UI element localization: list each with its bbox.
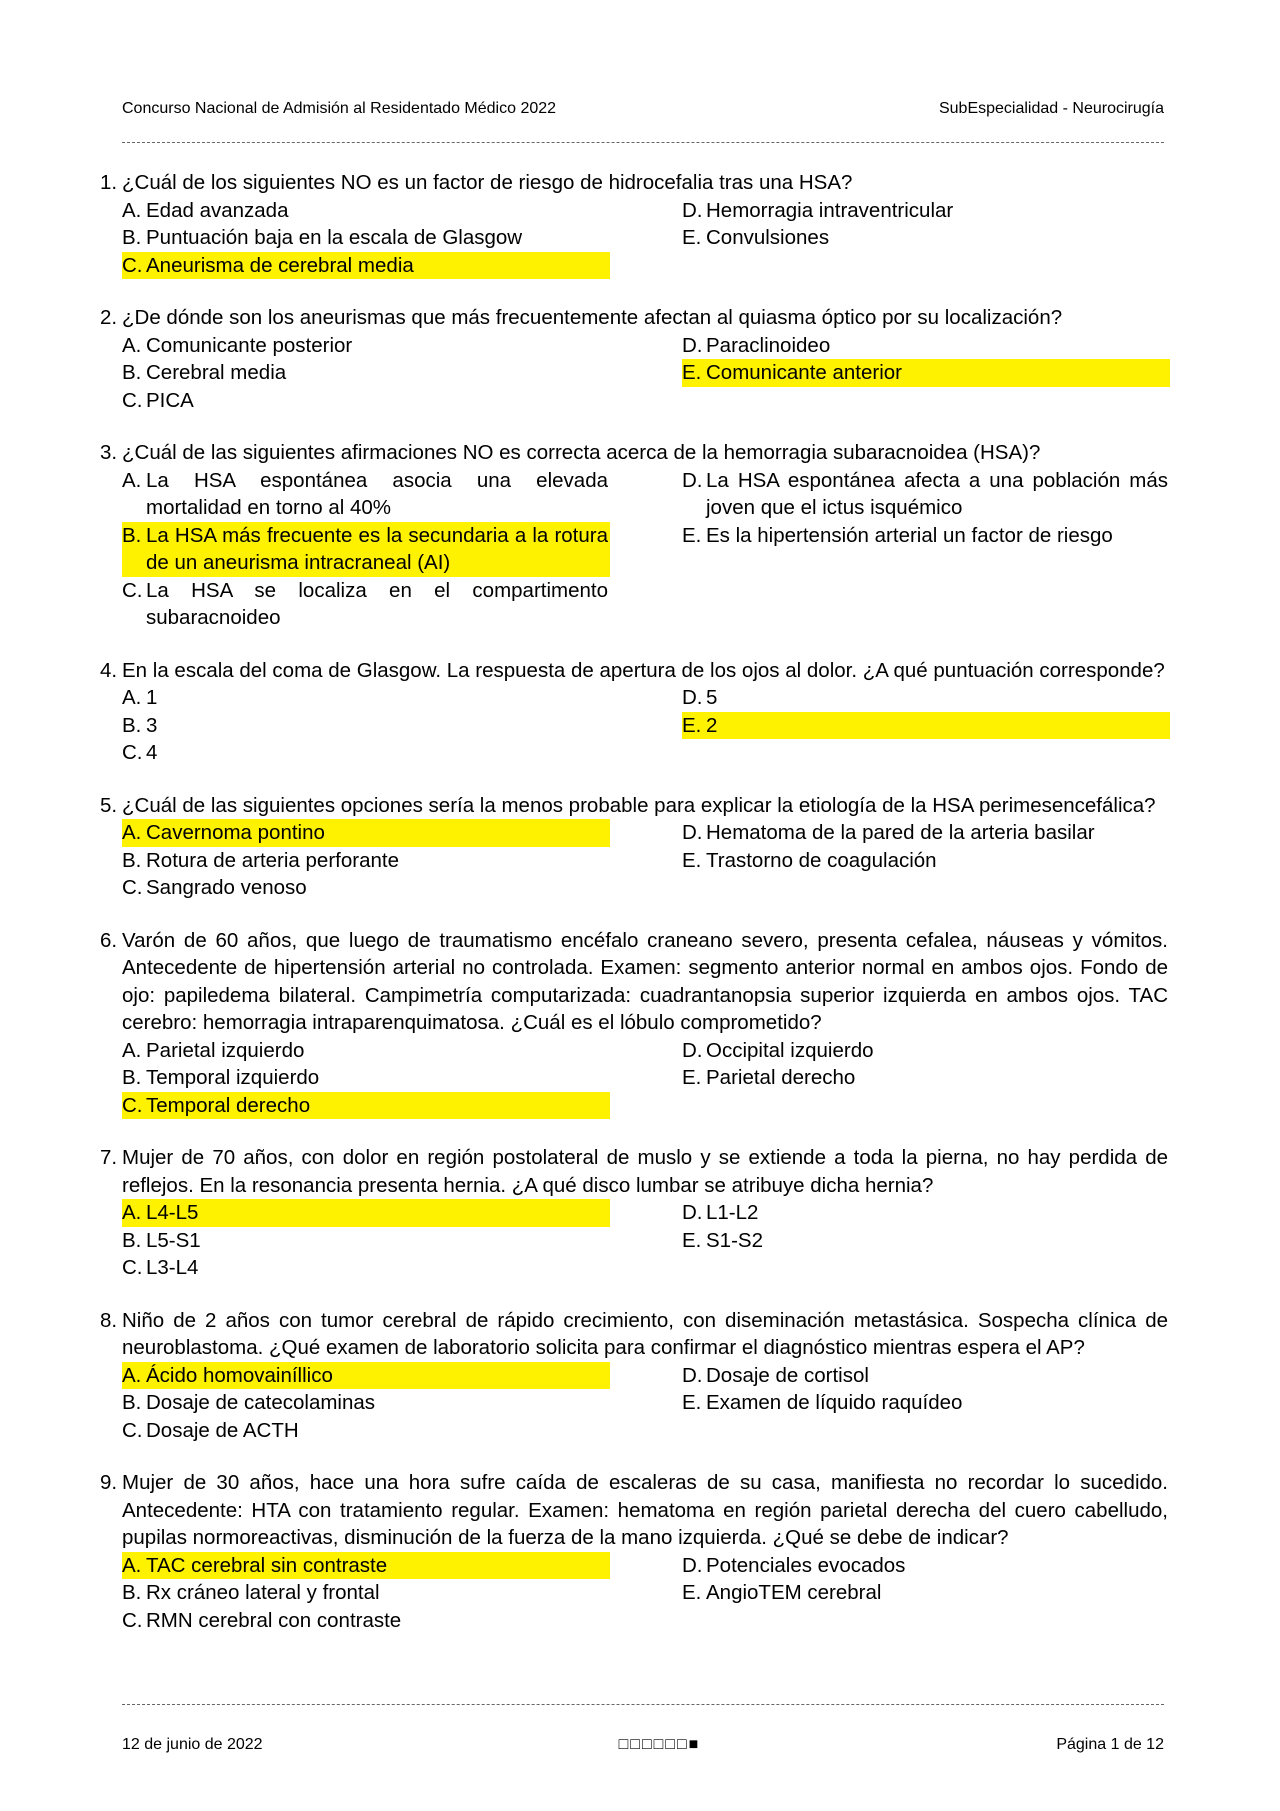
question-stem <box>100 169 1168 197</box>
option-a <box>122 467 610 522</box>
options-grid <box>122 1037 1168 1120</box>
option-e <box>682 847 1170 875</box>
question-5 <box>100 792 1168 902</box>
option-label: E. <box>682 1228 702 1252</box>
empty-cell <box>682 252 1170 280</box>
question-text: Mujer de 30 años, hace una hora sufre caída de escaleras de su casa, manifiesta no recordar lo sucedido. Antecedente: HTA con tratamiento regular. Examen: hematoma en región parietal derecha del cuero cabelludo, pupilas normoreactivas, disminución de la fuerza de la mano izquierda. ¿Qué se debe de indicar? <box>122 1471 1168 1549</box>
options-grid <box>122 684 1168 767</box>
option-e-correct <box>682 712 1170 740</box>
option-b <box>122 847 610 875</box>
option-text: Examen de líquido raquídeo <box>706 1391 963 1414</box>
options-grid <box>122 1362 1168 1445</box>
option-label: E. <box>682 713 702 737</box>
option-e <box>682 1064 1170 1092</box>
question-stem <box>100 304 1168 332</box>
option-label: C. <box>122 741 143 764</box>
page-footer <box>122 1736 1164 1754</box>
question-number: 9. <box>100 1471 118 1494</box>
option-text: Convulsiones <box>706 226 830 249</box>
question-stem <box>100 1307 1168 1362</box>
question-stem <box>100 792 1168 820</box>
option-text: L3-L4 <box>146 1256 199 1279</box>
option-b <box>122 359 610 387</box>
option-label: E. <box>682 226 702 249</box>
option-text: TAC cerebral sin contraste <box>146 1553 388 1577</box>
option-label: D. <box>682 333 703 357</box>
option-text: Hematoma de la pared de la arteria basilar <box>706 821 1095 844</box>
option-text: RMN cerebral con contraste <box>146 1608 402 1632</box>
option-text: Cavernoma pontino <box>146 821 325 844</box>
option-b-correct <box>122 522 610 577</box>
question-number: 1. <box>100 171 118 194</box>
option-text: L1-L2 <box>706 1201 759 1224</box>
option-text: 1 <box>146 686 158 709</box>
option-text: Potenciales evocados <box>706 1553 906 1577</box>
option-e <box>682 224 1170 252</box>
option-label: D. <box>682 1038 703 1062</box>
option-text: 3 <box>146 713 158 737</box>
option-d <box>682 1552 1170 1580</box>
option-a <box>122 684 610 712</box>
option-c <box>122 1417 610 1445</box>
options-grid <box>122 332 1168 415</box>
option-label: D. <box>682 198 703 222</box>
option-text: 2 <box>706 713 718 737</box>
option-text: Comunicante anterior <box>706 361 902 384</box>
question-stem <box>100 927 1168 1037</box>
question-number: 5. <box>100 793 118 817</box>
option-text: Es la hipertensión arterial un factor de riesgo <box>706 523 1113 547</box>
question-text: Niño de 2 años con tumor cerebral de rápido crecimiento, con diseminación metastásica. Sospecha clínica de neuroblastoma. ¿Qué examen de laboratorio solicita para confirmar el diagnóstico mientras espera el AP? <box>122 1308 1168 1359</box>
option-label: A. <box>122 1038 142 1062</box>
option-text: Puntuación baja en la escala de Glasgow <box>146 226 523 249</box>
option-a <box>122 197 610 225</box>
question-text: Varón de 60 años, que luego de traumatismo encéfalo craneano severo, presenta cefalea, náuseas y vómitos. Antecedente de hipertensión arterial no controlada. Examen: segmento anterior normal en ambos ojos. Fondo de ojo: papiledema bilateral. Campimetría computarizada: cuadrantanopsia superior izquierda en ambos ojos. TAC cerebro: hemorragia intraparenquimatosa. ¿Cuál es el lóbulo comprometido? <box>122 928 1168 1034</box>
option-label: B. <box>122 361 142 384</box>
question-stem <box>100 439 1168 467</box>
option-label: E. <box>682 361 702 384</box>
options-grid <box>122 197 1168 280</box>
option-text: 5 <box>706 686 718 709</box>
option-text: Trastorno de coagulación <box>706 848 937 872</box>
option-label: B. <box>122 1581 142 1604</box>
option-label: A. <box>122 198 142 222</box>
question-text: ¿Cuál de los siguientes NO es un factor de riesgo de hidrocefalia tras una HSA? <box>122 171 853 194</box>
option-b <box>122 1064 610 1092</box>
option-label: A. <box>122 333 142 357</box>
option-c-correct <box>122 252 610 280</box>
option-text: L4-L5 <box>146 1201 199 1224</box>
option-text: Dosaje de cortisol <box>706 1363 869 1387</box>
options-grid <box>122 1552 1168 1635</box>
option-text: Dosaje de ACTH <box>146 1418 299 1442</box>
exam-title: Concurso Nacional de Admisión al Residentado Médico 2022 <box>122 100 557 117</box>
option-c <box>122 1254 610 1282</box>
option-e-correct <box>682 359 1170 387</box>
option-text: Aneurisma de cerebral media <box>146 253 414 277</box>
option-text: Temporal derecho <box>146 1093 311 1117</box>
question-number: 7. <box>100 1146 118 1169</box>
option-d <box>682 197 1170 225</box>
option-label: E. <box>682 1066 702 1089</box>
option-a-correct <box>122 1199 610 1227</box>
option-b <box>122 224 610 252</box>
page-number: Página 1 de 12 <box>1056 1736 1164 1753</box>
question-stem <box>100 657 1168 685</box>
option-d <box>682 467 1170 522</box>
option-text: Rotura de arteria perforante <box>146 848 399 872</box>
empty-cell <box>682 1607 1170 1635</box>
option-label: E. <box>682 523 702 547</box>
option-label: D. <box>682 821 703 844</box>
option-e <box>682 522 1170 577</box>
exam-code: □□□□□□■ <box>618 1736 701 1753</box>
option-text: PICA <box>146 388 194 412</box>
exam-date: 12 de junio de 2022 <box>122 1736 263 1753</box>
option-label: A. <box>122 1553 142 1577</box>
option-text: La HSA se localiza en el compartimento subaracnoideo <box>146 578 608 629</box>
option-a-correct <box>122 1362 610 1390</box>
option-label: C. <box>122 388 143 412</box>
footer-divider <box>122 1704 1164 1705</box>
page-header <box>122 100 1164 118</box>
option-label: B. <box>122 523 142 547</box>
option-text: S1-S2 <box>706 1228 763 1252</box>
option-d <box>682 1362 1170 1390</box>
question-stem <box>100 1469 1168 1552</box>
option-b <box>122 1579 610 1607</box>
option-label: E. <box>682 1391 702 1414</box>
option-label: D. <box>682 686 703 709</box>
question-number: 2. <box>100 306 118 329</box>
option-label: C. <box>122 578 143 602</box>
option-label: C. <box>122 253 143 277</box>
question-number: 4. <box>100 658 118 682</box>
option-label: A. <box>122 1201 142 1224</box>
header-divider <box>122 142 1164 143</box>
question-text: ¿Cuál de las siguientes afirmaciones NO es correcta acerca de la hemorragia subaracnoidea (HSA)? <box>122 441 1041 464</box>
option-label: A. <box>122 468 142 492</box>
question-2 <box>100 304 1168 414</box>
option-d <box>682 819 1170 847</box>
option-text: 4 <box>146 741 158 764</box>
option-label: B. <box>122 713 142 737</box>
option-label: D. <box>682 1201 703 1224</box>
question-4 <box>100 657 1168 767</box>
question-number: 3. <box>100 441 118 464</box>
option-label: A. <box>122 821 142 844</box>
option-text: Occipital izquierdo <box>706 1038 874 1062</box>
option-a-correct <box>122 1552 610 1580</box>
option-d <box>682 1037 1170 1065</box>
option-c <box>122 577 610 632</box>
question-number: 8. <box>100 1308 118 1332</box>
option-d <box>682 1199 1170 1227</box>
option-c <box>122 1607 610 1635</box>
question-6 <box>100 927 1168 1120</box>
option-label: B. <box>122 1228 142 1252</box>
option-text: Parietal izquierdo <box>146 1038 305 1062</box>
question-list <box>100 169 1168 1659</box>
option-b <box>122 1227 610 1255</box>
option-b <box>122 712 610 740</box>
empty-cell <box>682 1254 1170 1282</box>
option-label: C. <box>122 1608 143 1632</box>
option-label: B. <box>122 226 142 249</box>
option-label: C. <box>122 1256 143 1279</box>
option-d <box>682 684 1170 712</box>
option-text: Sangrado venoso <box>146 876 307 899</box>
options-grid <box>122 1199 1168 1282</box>
empty-cell <box>682 577 1170 632</box>
options-grid <box>122 467 1168 632</box>
option-label: A. <box>122 686 142 709</box>
option-text: La HSA más frecuente es la secundaria a la rotura de un aneurisma intracraneal (AI) <box>146 523 608 574</box>
option-label: D. <box>682 1553 703 1577</box>
empty-cell <box>682 387 1170 415</box>
option-label: A. <box>122 1363 142 1387</box>
option-text: Hemorragia intraventricular <box>706 198 954 222</box>
option-text: Dosaje de catecolaminas <box>146 1391 376 1414</box>
options-grid <box>122 819 1168 902</box>
option-label: C. <box>122 876 143 899</box>
option-c <box>122 739 610 767</box>
option-label: C. <box>122 1093 143 1117</box>
option-c-correct <box>122 1092 610 1120</box>
option-a <box>122 1037 610 1065</box>
question-stem <box>100 1144 1168 1199</box>
option-text: L5-S1 <box>146 1228 201 1252</box>
option-text: Edad avanzada <box>146 198 289 222</box>
option-label: E. <box>682 848 702 872</box>
option-label: D. <box>682 1363 703 1387</box>
option-text: AngioTEM cerebral <box>706 1581 882 1604</box>
option-label: B. <box>122 848 142 872</box>
question-1 <box>100 169 1168 279</box>
option-label: B. <box>122 1391 142 1414</box>
option-text: La HSA espontánea afecta a una población más joven que el ictus isquémico <box>706 468 1168 519</box>
option-label: B. <box>122 1066 142 1089</box>
option-e <box>682 1389 1170 1417</box>
question-text: ¿Cuál de las siguientes opciones sería la menos probable para explicar la etiología de la HSA perimesencefálica? <box>122 793 1156 817</box>
option-label: D. <box>682 468 703 492</box>
option-a <box>122 332 610 360</box>
option-text: Rx cráneo lateral y frontal <box>146 1581 380 1604</box>
question-7 <box>100 1144 1168 1282</box>
question-text: Mujer de 70 años, con dolor en región postolateral de muslo y se extiende a toda la pierna, no hay perdida de reflejos. En la resonancia presenta hernia. ¿A qué disco lumbar se atribuye dicha hernia? <box>122 1146 1168 1197</box>
option-text: Parietal derecho <box>706 1066 856 1089</box>
option-e <box>682 1227 1170 1255</box>
empty-cell <box>682 1417 1170 1445</box>
question-text: En la escala del coma de Glasgow. La respuesta de apertura de los ojos al dolor. ¿A qué puntuación corresponde? <box>122 658 1165 682</box>
option-text: La HSA espontánea asocia una elevada mortalidad en torno al 40% <box>146 468 608 519</box>
empty-cell <box>682 739 1170 767</box>
option-text: Comunicante posterior <box>146 333 353 357</box>
empty-cell <box>682 1092 1170 1120</box>
question-9 <box>100 1469 1168 1634</box>
option-c <box>122 387 610 415</box>
option-text: Ácido homovainíllico <box>146 1363 333 1387</box>
option-text: Cerebral media <box>146 361 287 384</box>
option-c <box>122 874 610 902</box>
question-8 <box>100 1307 1168 1445</box>
option-a-correct <box>122 819 610 847</box>
question-text: ¿De dónde son los aneurismas que más frecuentemente afectan al quiasma óptico por su localización? <box>122 306 1063 329</box>
option-text: Paraclinoideo <box>706 333 831 357</box>
option-text: Temporal izquierdo <box>146 1066 320 1089</box>
empty-cell <box>682 874 1170 902</box>
option-label: E. <box>682 1581 702 1604</box>
question-number: 6. <box>100 928 118 952</box>
option-e <box>682 1579 1170 1607</box>
option-d <box>682 332 1170 360</box>
option-label: C. <box>122 1418 143 1442</box>
option-b <box>122 1389 610 1417</box>
specialty-title: SubEspecialidad - Neurocirugía <box>938 100 1164 117</box>
question-3 <box>100 439 1168 632</box>
